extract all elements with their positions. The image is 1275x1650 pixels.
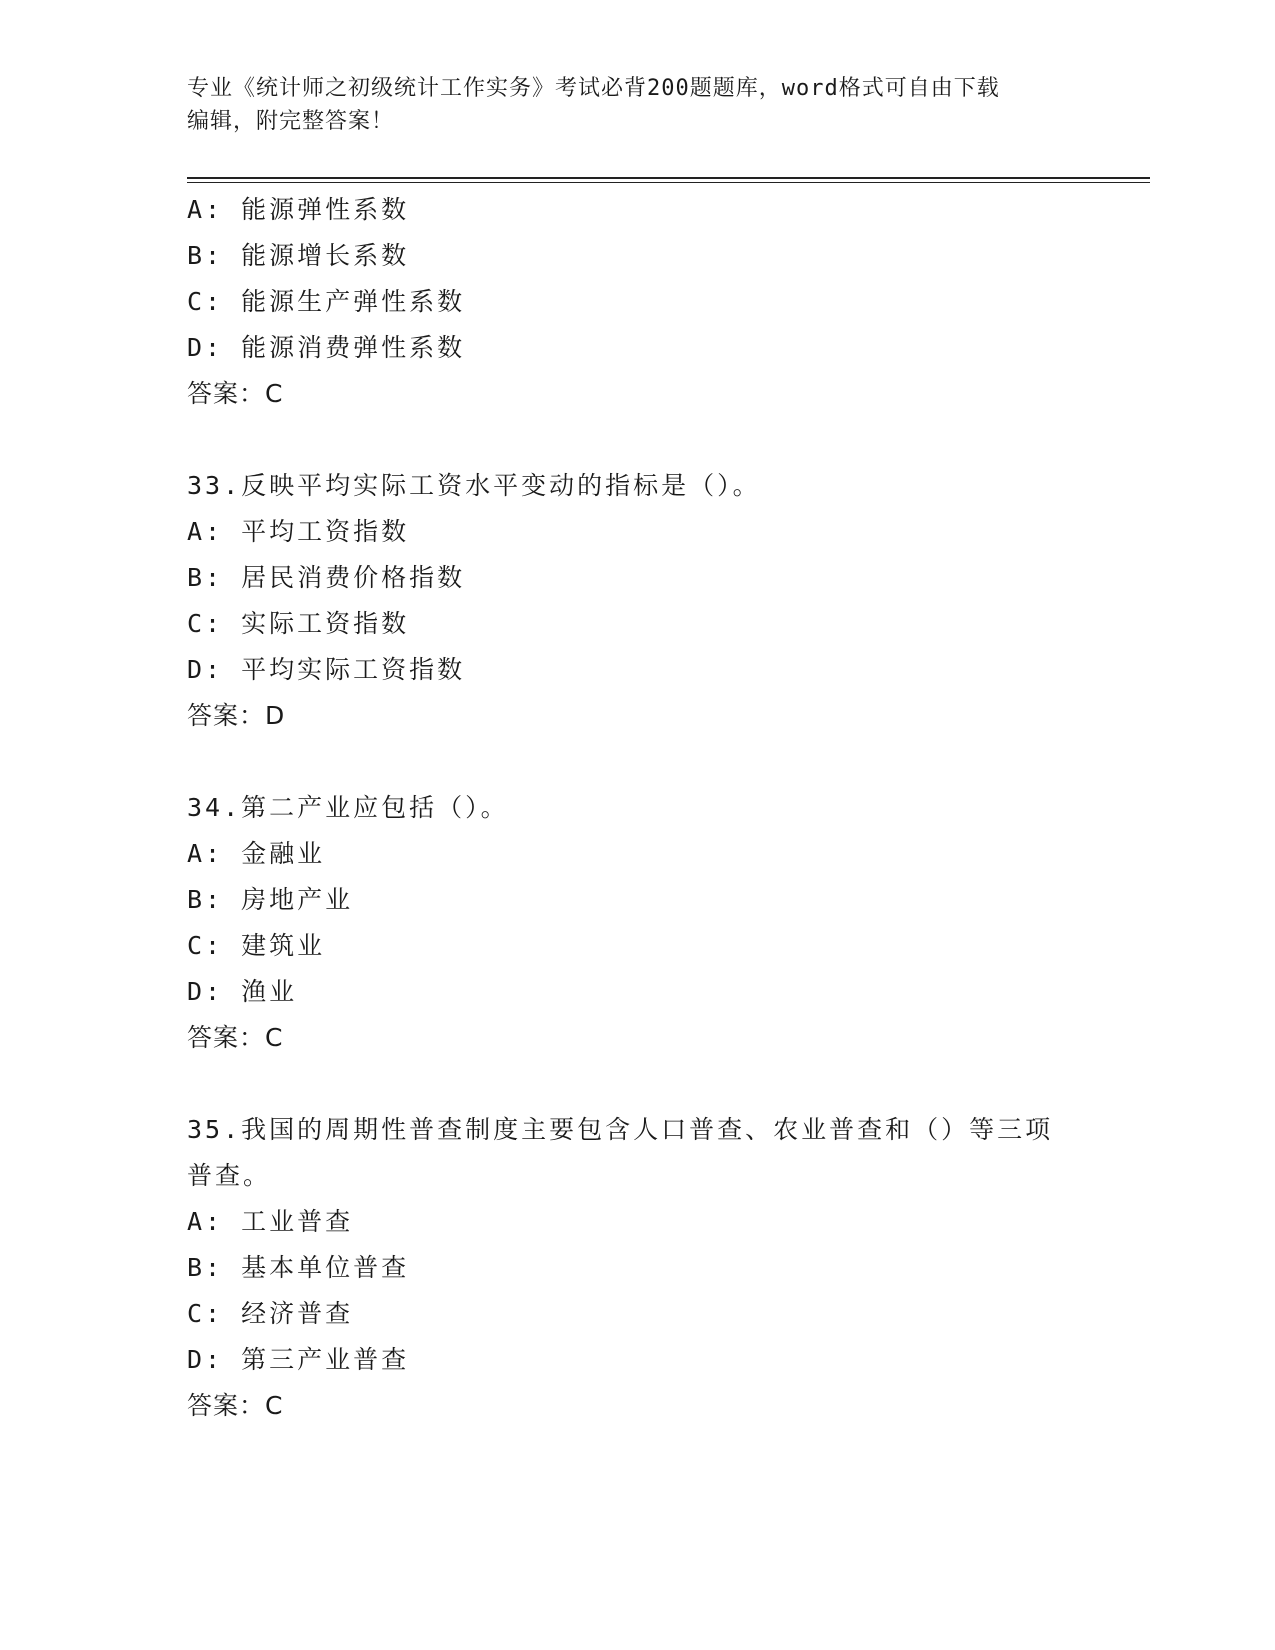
header-divider-thin <box>187 182 1150 183</box>
question-35 <box>187 1107 1087 1429</box>
header-line-2: 编辑，附完整答案！ <box>187 109 395 134</box>
spacer <box>187 739 1087 785</box>
option-d: D: 能源消费弹性系数 <box>187 333 466 362</box>
question-title: 33.反映平均实际工资水平变动的指标是（）。 <box>187 471 761 500</box>
question-33 <box>187 463 1087 739</box>
option-b: B: 能源增长系数 <box>187 241 410 270</box>
option-c: C: 建筑业 <box>187 931 326 960</box>
option-d: D: 平均实际工资指数 <box>187 655 466 684</box>
question-32 <box>187 187 1087 417</box>
option-b: B: 基本单位普查 <box>187 1253 410 1282</box>
answer: 答案：D <box>187 701 286 730</box>
option-c: C: 实际工资指数 <box>187 609 410 638</box>
header-line-1: 专业《统计师之初级统计工作实务》考试必背200题题库，word格式可自由下载 <box>187 76 1000 101</box>
question-34 <box>187 785 1087 1061</box>
option-c: C: 经济普查 <box>187 1299 354 1328</box>
option-a: A: 平均工资指数 <box>187 517 410 546</box>
option-c: C: 能源生产弹性系数 <box>187 287 466 316</box>
option-b: B: 居民消费价格指数 <box>187 563 466 592</box>
spacer <box>187 417 1087 463</box>
option-a: A: 工业普查 <box>187 1207 354 1236</box>
question-title-line-2: 普查。 <box>187 1161 272 1190</box>
question-title: 34.第二产业应包括（）。 <box>187 793 509 822</box>
document-header <box>187 72 1067 138</box>
spacer <box>187 1061 1087 1107</box>
header-divider-thick <box>187 177 1150 179</box>
option-a: A: 能源弹性系数 <box>187 195 410 224</box>
option-b: B: 房地产业 <box>187 885 354 914</box>
option-d: D: 第三产业普查 <box>187 1345 410 1374</box>
answer: 答案：C <box>187 379 284 408</box>
option-a: A: 金融业 <box>187 839 326 868</box>
question-list <box>187 187 1087 1429</box>
question-title-line-1: 35.我国的周期性普查制度主要包含人口普查、农业普查和（）等三项 <box>187 1115 1054 1144</box>
answer: 答案：C <box>187 1023 284 1052</box>
answer: 答案：C <box>187 1391 284 1420</box>
option-d: D: 渔业 <box>187 977 298 1006</box>
